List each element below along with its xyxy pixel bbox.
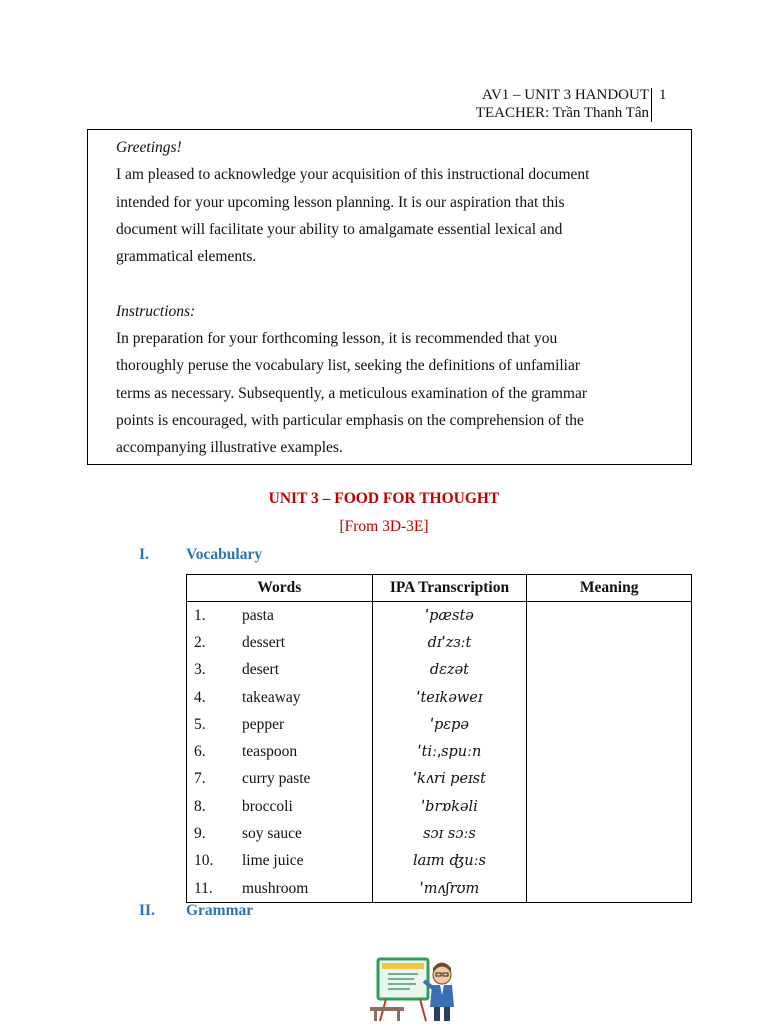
word-cell (187, 657, 373, 684)
meaning-cell (527, 629, 692, 656)
ipa-cell: laɪm ʤuːs (372, 848, 527, 875)
word: soy sauce (242, 825, 302, 843)
greeting-line: document will facilitate your ability to amalgamate essential lexical and (116, 220, 563, 238)
greeting-line: I am pleased to acknowledge your acquisition of this instructional document (116, 166, 590, 184)
instructions-line: In preparation for your forthcoming lesson, it is recommended that you (116, 330, 558, 348)
section-title: Vocabulary (186, 546, 263, 563)
table-header-row (187, 575, 692, 602)
ipa-cell: dɪˈzɜːt (372, 629, 527, 656)
column-header-meaning: Meaning (527, 575, 692, 602)
ipa-cell: ˈteɪkəweɪ (372, 684, 527, 711)
greeting-line: intended for your upcoming lesson planning. It is our aspiration that this (116, 193, 565, 211)
word-cell (187, 848, 373, 875)
ipa-cell: ˈtiːˌspuːn (372, 738, 527, 765)
page-number: 1 (659, 87, 667, 103)
instructions-line: accompanying illustrative examples. (116, 439, 343, 457)
word: desert (242, 661, 280, 679)
paragraph-gap (116, 270, 671, 297)
table-row (187, 875, 692, 903)
page-header (466, 86, 686, 122)
column-header-ipa: IPA Transcription (372, 575, 527, 602)
meaning-cell (527, 684, 692, 711)
unit-title: UNIT 3 – FOOD FOR THOUGHT (268, 490, 500, 507)
row-number: 6. (194, 743, 206, 761)
greeting-heading: Greetings! (116, 139, 182, 156)
meaning-cell (527, 875, 692, 903)
ipa-cell: ˈmʌʃrʊm (372, 875, 527, 903)
ipa-cell: ˈpɛpə (372, 711, 527, 738)
row-number: 7. (194, 770, 206, 788)
table-row (187, 793, 692, 820)
table-row (187, 629, 692, 656)
word-cell (187, 766, 373, 793)
vocabulary-table (186, 574, 692, 903)
word: takeaway (242, 688, 301, 706)
row-number: 10. (194, 852, 214, 870)
header-text (466, 86, 649, 122)
word: dessert (242, 633, 286, 651)
ipa-cell: ˈpæstə (372, 602, 527, 630)
meaning-cell (527, 711, 692, 738)
meaning-cell (527, 602, 692, 630)
word: curry paste (242, 770, 311, 788)
word-cell (187, 820, 373, 847)
table-row (187, 711, 692, 738)
unit-subtitle: [From 3D-3E] (339, 518, 429, 535)
word-cell (187, 602, 373, 630)
table-row (187, 602, 692, 630)
instructions-line: terms as necessary. Subsequently, a meticulous examination of the grammar (116, 384, 588, 402)
row-number: 3. (194, 661, 206, 679)
instructions-line: points is encouraged, with particular emphasis on the comprehension of the (116, 411, 584, 429)
word-cell (187, 738, 373, 765)
meaning-cell (527, 820, 692, 847)
meaning-cell (527, 657, 692, 684)
header-teacher: TEACHER: Trần Thanh Tân (475, 105, 649, 121)
word: pasta (242, 606, 274, 624)
ipa-cell: ˈkʌri peɪst (372, 766, 527, 793)
table-row (187, 820, 692, 847)
instructions-heading: Instructions: (116, 302, 196, 320)
meaning-cell (527, 793, 692, 820)
header-handout-title: AV1 – UNIT 3 HANDOUT (482, 87, 649, 103)
section-grammar-heading (139, 902, 253, 920)
row-number: 11. (194, 879, 213, 897)
table-row (187, 684, 692, 711)
row-number: 5. (194, 715, 206, 733)
meaning-cell (527, 848, 692, 875)
section-number: II. (139, 902, 155, 919)
ipa-cell: dɛzət (372, 657, 527, 684)
header-divider (651, 88, 652, 122)
ipa-cell: ˈbrɒkəli (372, 793, 527, 820)
instructions-line: thoroughly peruse the vocabulary list, seeking the definitions of unfamiliar (116, 357, 581, 375)
word-cell (187, 793, 373, 820)
meaning-cell (527, 738, 692, 765)
row-number: 4. (194, 688, 206, 706)
table-row (187, 766, 692, 793)
section-title: Grammar (186, 902, 254, 919)
word-cell (187, 684, 373, 711)
section-vocabulary-heading (139, 546, 262, 564)
section-number: I. (139, 546, 149, 563)
word-cell (187, 711, 373, 738)
teacher-at-board-logo (366, 955, 462, 1023)
row-number: 9. (194, 825, 206, 843)
intro-box (87, 129, 692, 465)
word: mushroom (242, 879, 309, 897)
table-row (187, 738, 692, 765)
meaning-cell (527, 766, 692, 793)
column-header-words: Words (187, 575, 373, 602)
table-row (187, 657, 692, 684)
row-number: 2. (194, 633, 206, 651)
row-number: 1. (194, 606, 206, 624)
row-number: 8. (194, 797, 206, 815)
word: broccoli (242, 797, 293, 815)
word: teaspoon (242, 743, 298, 761)
greeting-line: grammatical elements. (116, 248, 257, 266)
teacher-at-board-icon (366, 955, 462, 1023)
word-cell (187, 629, 373, 656)
word: pepper (242, 715, 285, 733)
ipa-cell: sɔɪ sɔːs (372, 820, 527, 847)
word-cell (187, 875, 373, 903)
word: lime juice (242, 852, 304, 870)
table-row (187, 848, 692, 875)
